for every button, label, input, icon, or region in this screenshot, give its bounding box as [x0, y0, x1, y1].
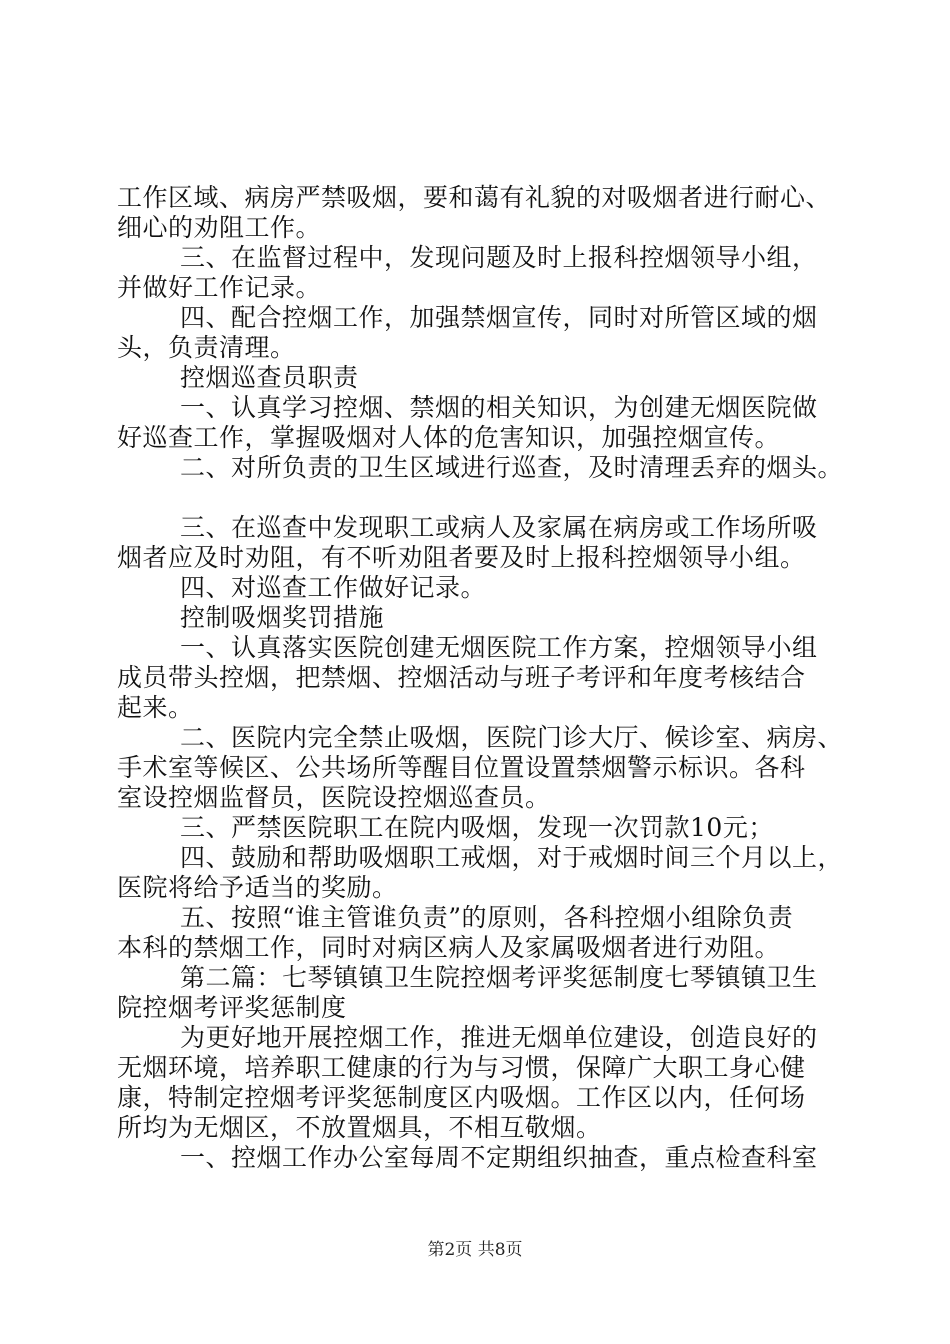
- text-line: 工作区域、病房严禁吸烟，要和蔼有礼貌的对吸烟者进行耐心、: [117, 183, 832, 212]
- text-line: 成员带头控烟，把禁烟、控烟活动与班子考评和年度考核结合: [117, 663, 806, 692]
- text-line: 并做好工作记录。: [117, 273, 322, 302]
- section-heading: 控烟巡查员职责: [180, 363, 359, 392]
- text-line: 头，负责清理。: [117, 333, 296, 362]
- text-line: 一、控烟工作办公室每周不定期组织抽查，重点检查科室: [180, 1143, 818, 1172]
- text-line: 室设控烟监督员，医院设控烟巡查员。: [117, 783, 551, 812]
- text-line: 起来。: [117, 693, 194, 722]
- text-line: 四、配合控烟工作，加强禁烟宣传，同时对所管区域的烟: [180, 303, 818, 332]
- text-line: 二、医院内完全禁止吸烟，医院门诊大厅、候诊室、病房、: [180, 723, 844, 752]
- text-line: 三、严禁医院职工在院内吸烟，发现一次罚款10元；: [180, 813, 774, 842]
- section-heading: 控制吸烟奖罚措施: [180, 603, 385, 632]
- text-line: 四、对巡查工作做好记录。: [180, 573, 487, 602]
- text-line: 无烟环境，培养职工健康的行为与习惯，保障广大职工身心健: [117, 1053, 806, 1082]
- text-line: 四、鼓励和帮助吸烟职工戒烟，对于戒烟时间三个月以上，: [180, 843, 844, 872]
- text-line: 三、在监督过程中，发现问题及时上报科控烟领导小组，: [180, 243, 818, 272]
- section-heading: 第二篇：七琴镇镇卫生院控烟考评奖惩制度七琴镇镇卫生: [180, 963, 818, 992]
- text-line: 手术室等候区、公共场所等醒目位置设置禁烟警示标识。各科: [117, 753, 806, 782]
- text-line: 一、认真学习控烟、禁烟的相关知识，为创建无烟医院做: [180, 393, 818, 422]
- text-line: 所均为无烟区，不放置烟具，不相互敬烟。: [117, 1113, 602, 1142]
- section-heading: 院控烟考评奖惩制度: [117, 993, 347, 1022]
- text-line: 三、在巡查中发现职工或病人及家属在病房或工作场所吸: [180, 513, 818, 542]
- text-line: 烟者应及时劝阻，有不听劝阻者要及时上报科控烟领导小组。: [117, 543, 806, 572]
- text-line: 康，特制定控烟考评奖惩制度区内吸烟。工作区以内，任何场: [117, 1083, 806, 1112]
- text-line: 好巡查工作，掌握吸烟对人体的危害知识，加强控烟宣传。: [117, 423, 781, 452]
- text-line: 二、对所负责的卫生区域进行巡查，及时清理丢弃的烟头。: [180, 453, 844, 482]
- page-footer: 第2页 共8页: [427, 1240, 523, 1260]
- text-line: 五、按照“谁主管谁负责”的原则，各科控烟小组除负责: [180, 903, 794, 932]
- text-line: 为更好地开展控烟工作，推进无烟单位建设，创造良好的: [180, 1023, 818, 1052]
- text-line: 本科的禁烟工作，同时对病区病人及家属吸烟者进行劝阻。: [117, 933, 781, 962]
- text-line: 一、认真落实医院创建无烟医院工作方案，控烟领导小组: [180, 633, 818, 662]
- text-line: 医院将给予适当的奖励。: [117, 873, 398, 902]
- text-line: 细心的劝阻工作。: [117, 213, 322, 242]
